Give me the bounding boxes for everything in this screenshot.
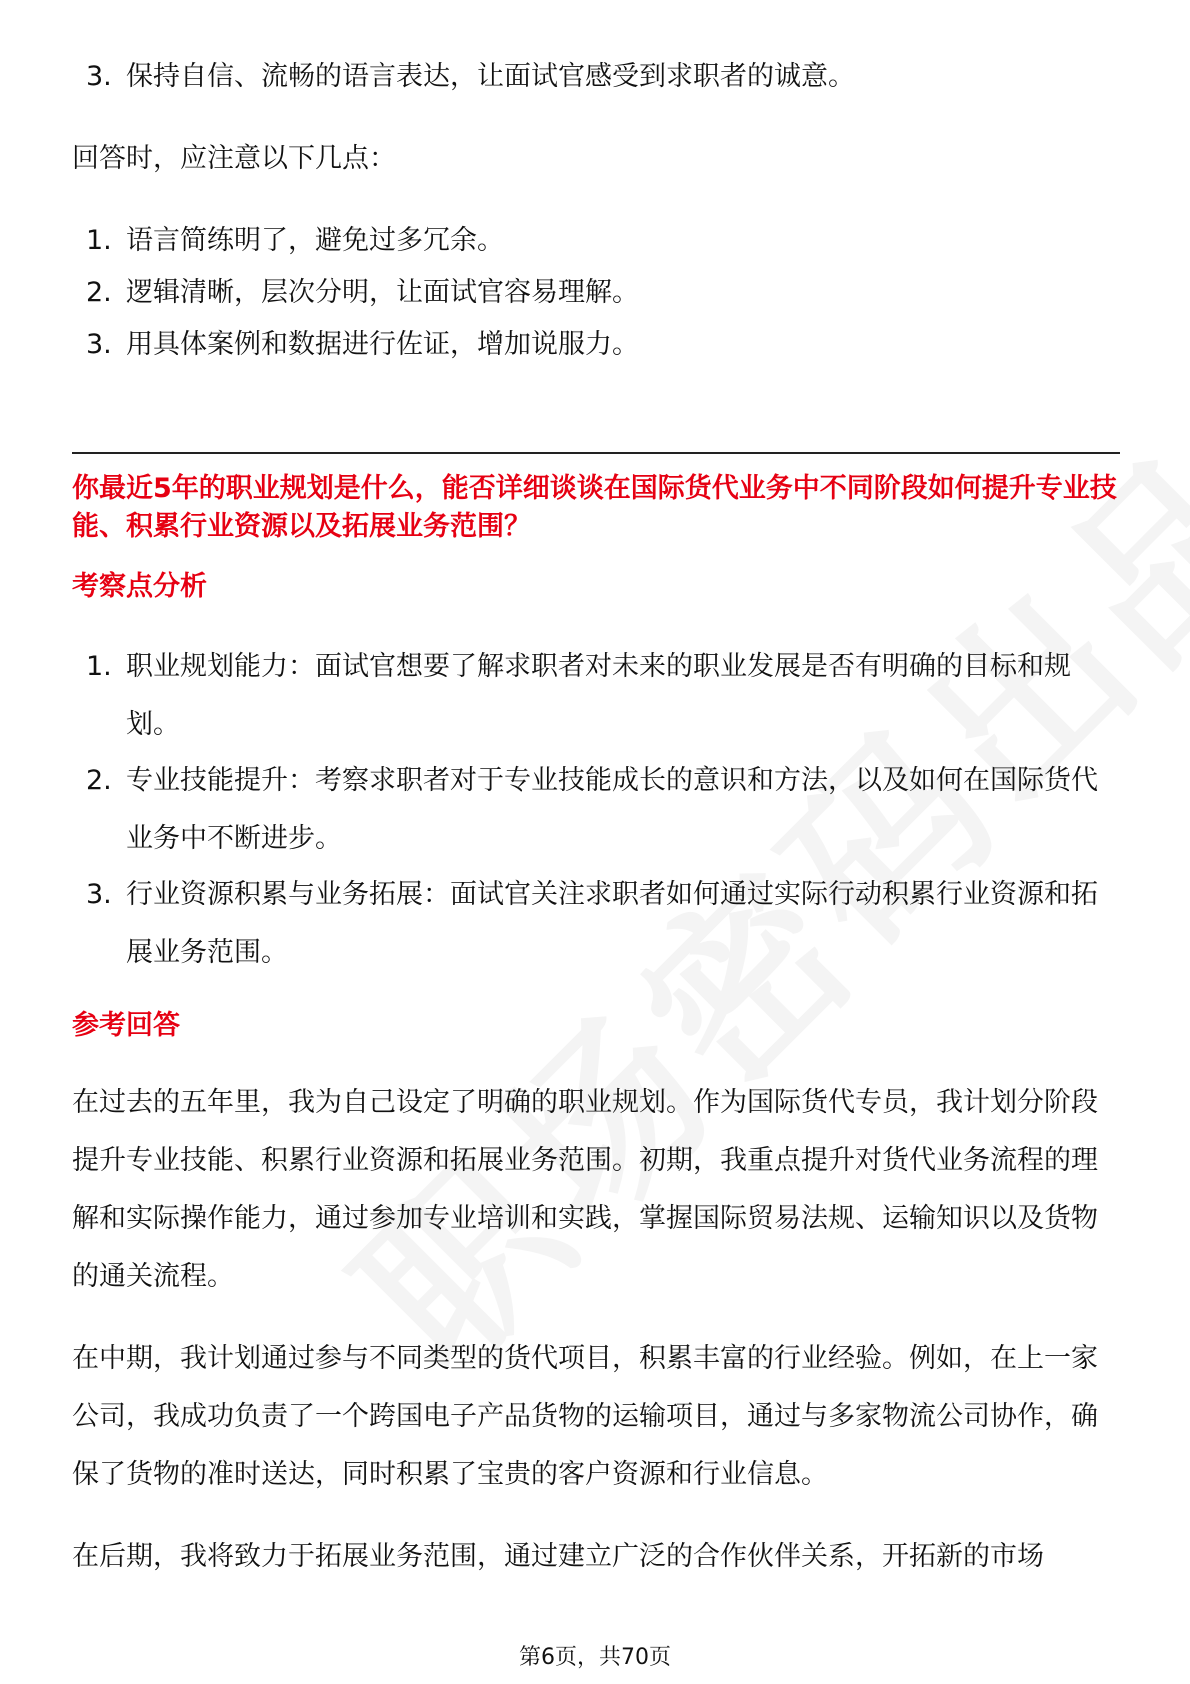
list-number: 3. <box>86 329 112 360</box>
answer-tips-intro: 回答时，应注意以下几点： <box>72 143 396 174</box>
list-number: 2. <box>86 765 112 796</box>
page-number: 第6页，共70页 <box>519 1645 671 1670</box>
list-item <box>86 212 1116 270</box>
list-number: 1. <box>86 225 112 256</box>
reference-paragraph: 在后期，我将致力于拓展业务范围，通过建立广泛的合作伙伴关系，开拓新的市场 <box>72 1541 1044 1572</box>
list-number: 2. <box>86 277 112 308</box>
section-divider <box>72 452 1120 454</box>
list-number: 3. <box>86 879 112 910</box>
list-item <box>86 752 1116 868</box>
list-text: 用具体案例和数据进行佐证，增加说服力。 <box>126 329 639 360</box>
list-item <box>86 48 1116 106</box>
list-item <box>86 638 1116 754</box>
list-text: 保持自信、流畅的语言表达，让面试官感受到求职者的诚意。 <box>126 61 855 92</box>
list-item <box>86 316 1116 374</box>
list-text: 语言简练明了，避免过多冗余。 <box>126 225 504 256</box>
list-text: 职业规划能力：面试官想要了解求职者对未来的职业发展是否有明确的目标和规划。 <box>126 651 1071 740</box>
reference-paragraph: 在过去的五年里，我为自己设定了明确的职业规划。作为国际货代专员，我计划分阶段提升专业技能、积累行业资源和拓展业务范围。初期，我重点提升对货代业务流程的理解和实际操作能力，通过参加专业培训和实践，掌握国际贸易法规、运输知识以及货物的通关流程。 <box>72 1087 1098 1292</box>
reference-paragraph: 在中期，我计划通过参与不同类型的货代项目，积累丰富的行业经验。例如，在上一家公司，我成功负责了一个跨国电子产品货物的运输项目，通过与多家物流公司协作，确保了货物的准时送达，同时积累了宝贵的客户资源和行业信息。 <box>72 1343 1098 1490</box>
list-text: 行业资源积累与业务拓展：面试官关注求职者如何通过实际行动积累行业资源和拓展业务范围。 <box>126 879 1098 968</box>
list-text: 逻辑清晰，层次分明，让面试官容易理解。 <box>126 277 639 308</box>
list-number: 3. <box>86 61 112 92</box>
analysis-heading: 考察点分析 <box>72 571 207 602</box>
list-item <box>86 866 1116 982</box>
list-text: 专业技能提升：考察求职者对于专业技能成长的意识和方法，以及如何在国际货代业务中不断进步。 <box>126 765 1098 854</box>
interview-question: 你最近5年的职业规划是什么，能否详细谈谈在国际货代业务中不同阶段如何提升专业技能、积累行业资源以及拓展业务范围？ <box>72 473 1117 542</box>
reference-heading: 参考回答 <box>72 1010 180 1041</box>
list-number: 1. <box>86 651 112 682</box>
list-item <box>86 264 1116 322</box>
